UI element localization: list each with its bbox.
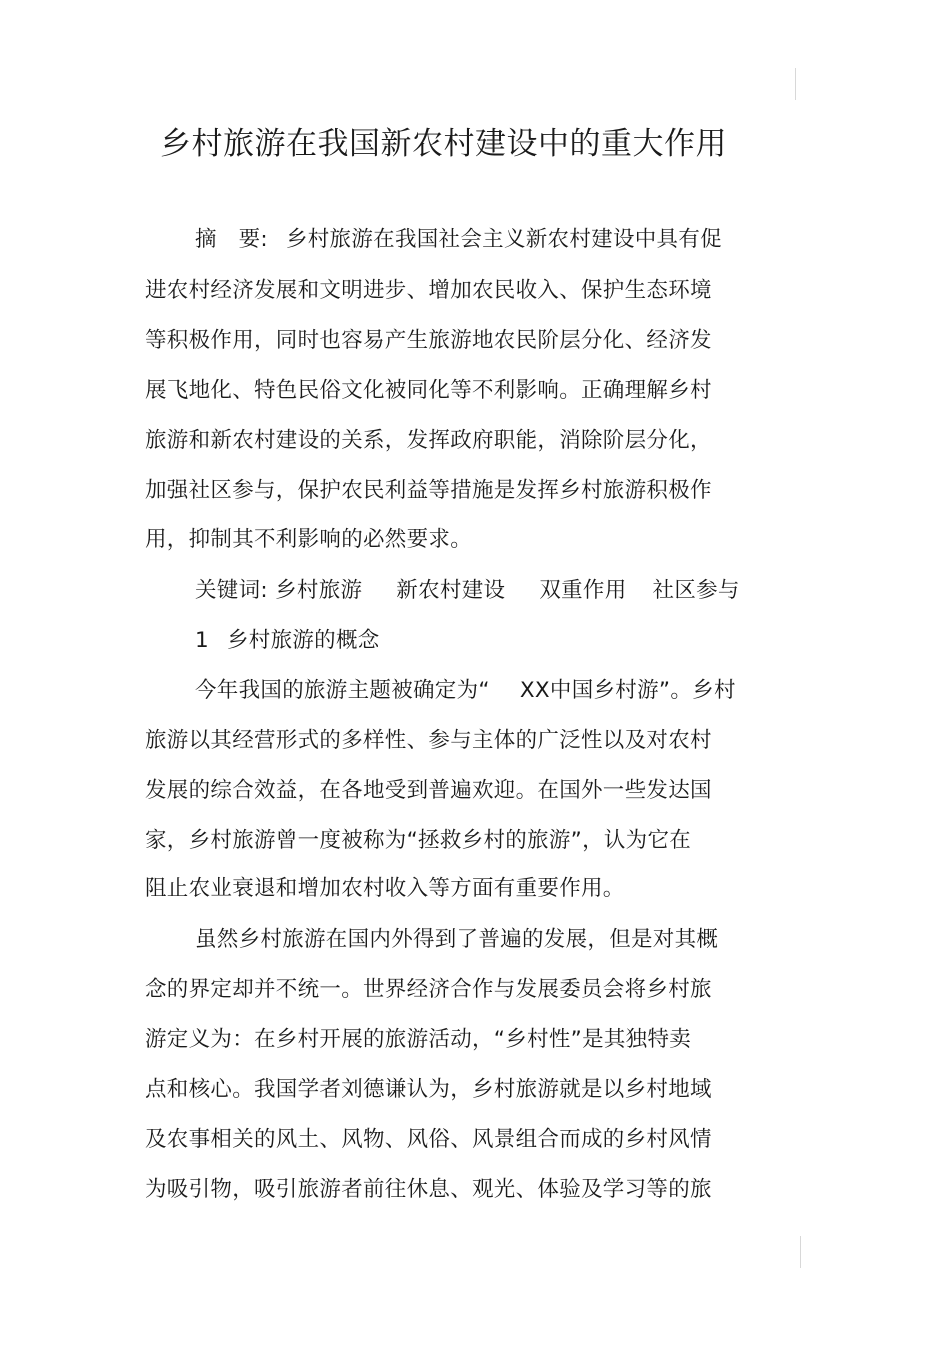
abstract-line: 等积极作用，同时也容易产生旅游地农民阶层分化、经济发 bbox=[145, 328, 712, 353]
abstract-line: 进农村经济发展和文明进步、增加农民收入、保护生态环境 bbox=[145, 278, 712, 303]
keyword-item: 社区参与 bbox=[652, 578, 740, 603]
keywords-line bbox=[195, 576, 740, 606]
document-title: 乡村旅游在我国新农村建设中的重大作用 bbox=[160, 126, 727, 162]
paragraph-line: 念的界定却并不统一。世界经济合作与发展委员会将乡村旅 bbox=[145, 977, 712, 1002]
section-number: 1 bbox=[195, 628, 209, 653]
abstract-line: 用，抑制其不利影响的必然要求。 bbox=[145, 527, 473, 552]
paragraph-line: 及农事相关的风土、风物、风俗、风景组合而成的乡村风情 bbox=[145, 1127, 712, 1152]
paragraph-line: 发展的综合效益，在各地受到普遍欢迎。在国外一些发达国 bbox=[145, 778, 712, 803]
paragraph-line: 游定义为：在乡村开展的旅游活动，“乡村性”是其独特卖 bbox=[145, 1027, 692, 1052]
paragraph-line: 家，乡村旅游曾一度被称为“拯救乡村的旅游”，认为它在 bbox=[145, 828, 692, 853]
abstract-text: 乡村旅游在我国社会主义新农村建设中具有促 bbox=[285, 227, 722, 252]
keywords-label: 关键词: bbox=[195, 578, 268, 603]
section-heading-text: 乡村旅游的概念 bbox=[226, 628, 380, 653]
keyword-item: 乡村旅游 bbox=[275, 578, 363, 603]
keyword-item: 双重作用 bbox=[539, 578, 627, 603]
abstract-line: 旅游和新农村建设的关系，发挥政府职能，消除阶层分化， bbox=[145, 428, 712, 453]
abstract-first-line bbox=[195, 225, 722, 255]
paragraph-text: XX中国乡村游”。乡村 bbox=[519, 678, 736, 703]
abstract-line: 展飞地化、特色民俗文化被同化等不利影响。正确理解乡村 bbox=[145, 378, 712, 403]
paragraph-line: 虽然乡村旅游在国内外得到了普遍的发展，但是对其概 bbox=[195, 927, 719, 952]
paragraph-line: 为吸引物，吸引旅游者前往休息、观光、体验及学习等的旅 bbox=[145, 1177, 712, 1202]
keyword-item: 新农村建设 bbox=[396, 578, 506, 603]
paragraph-text: 今年我国的旅游主题被确定为“ bbox=[195, 678, 490, 703]
paragraph-line: 旅游以其经营形式的多样性、参与主体的广泛性以及对农村 bbox=[145, 728, 712, 753]
page-edge-mark-top bbox=[795, 68, 796, 100]
page-edge-mark-bottom bbox=[800, 1236, 801, 1268]
abstract-label: 摘 要: bbox=[195, 227, 268, 252]
section-heading bbox=[195, 626, 380, 656]
abstract-line: 加强社区参与，保护农民利益等措施是发挥乡村旅游积极作 bbox=[145, 478, 712, 503]
paragraph-line: 点和核心。我国学者刘德谦认为，乡村旅游就是以乡村地域 bbox=[145, 1077, 712, 1102]
paragraph-line: 阻止农业衰退和增加农村收入等方面有重要作用。 bbox=[145, 876, 625, 901]
paragraph-first-line bbox=[195, 676, 736, 706]
